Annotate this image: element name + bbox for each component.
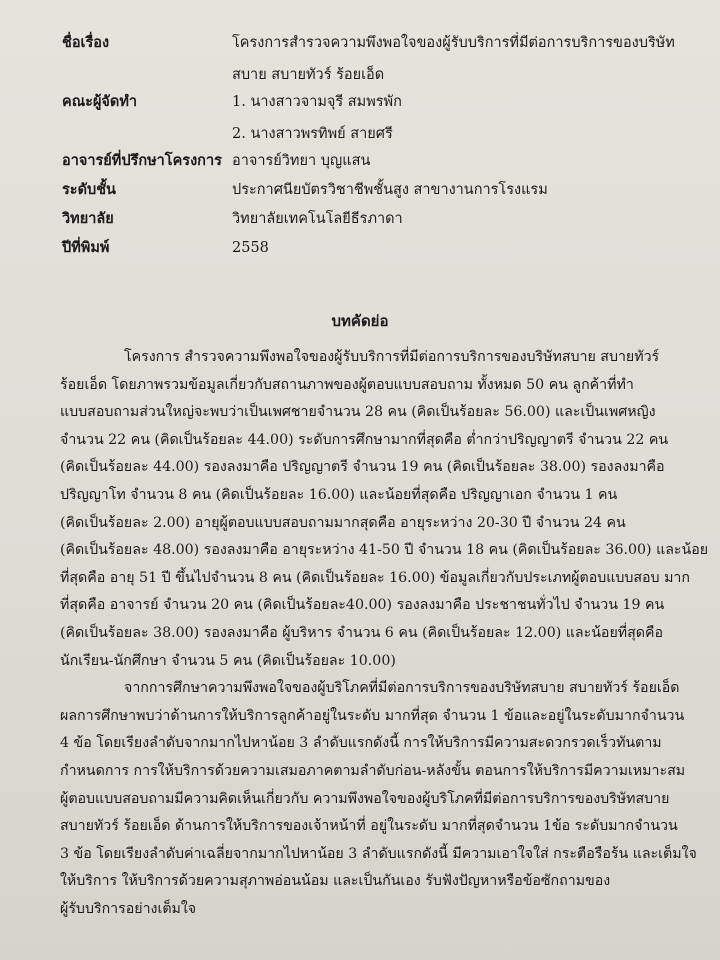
abstract-line: กำหนดการ การให้บริการด้วยความเสมอภาคตามลำดับก่อน-หลังขั้น ตอนการให้บริการมีความเหมาะสม: [60, 762, 686, 779]
meta-value-line: โครงการสำรวจความพึงพอใจของผู้รับบริการที่มีต่อการบริการของบริษัท: [232, 35, 675, 51]
meta-value-line: สบาย สบายทัวร์ ร้อยเอ็ด: [232, 67, 385, 83]
abstract-line: นักเรียน-นักศึกษา จำนวน 5 คน (คิดเป็นร้อยละ 10.00): [60, 652, 396, 669]
meta-row-advisor: [62, 150, 712, 174]
meta-value: [232, 237, 712, 261]
meta-value: [232, 91, 712, 145]
abstract-line: ที่สุดคือ อาจารย์ จำนวน 20 คน (คิดเป็นร้อยละ40.00) รองลงมาคือ ประชาชนทั่วไป จำนวน 19 คน: [60, 597, 665, 614]
abstract-line: ปริญญาโท จำนวน 8 คน (คิดเป็นร้อยละ 16.00) และน้อยที่สุดคือ ปริญญาเอก จำนวน 1 คน: [60, 486, 618, 503]
meta-value: [232, 179, 712, 203]
meta-value-line: 2558: [232, 240, 269, 256]
meta-label: อาจารย์ที่ปรึกษาโครงการ: [62, 152, 222, 169]
abstract-line: (คิดเป็นร้อยละ 38.00) รองลงมาคือ ผู้บริหาร จำนวน 6 คน (คิดเป็นร้อยละ 12.00) และน้อยที่สุดคือ: [60, 624, 663, 641]
abstract-line: ผลการศึกษาพบว่าด้านการให้บริการลูกค้าอยู่ในระดับ มากที่สุด จำนวน 1 ข้อและอยู่ในระดับมากจำนวน: [60, 707, 685, 724]
meta-value: [232, 208, 712, 232]
meta-value-line: อาจารย์วิทยา บุญแสน: [232, 153, 371, 169]
abstract-heading: บทคัดย่อ: [331, 312, 389, 330]
meta-label: ชื่อเรื่อง: [62, 34, 110, 51]
meta-value: [232, 32, 712, 86]
meta-label: คณะผู้จัดทำ: [62, 93, 138, 110]
meta-value: [232, 150, 712, 174]
meta-value-line: ประกาศนียบัตรวิชาชีพชั้นสูง สาขางานการโรงแรม: [232, 182, 548, 198]
meta-value-line: 2. นางสาวพรทิพย์ สายศรี: [232, 126, 393, 142]
abstract-line: 3 ข้อ โดยเรียงลำดับค่าเฉลี่ยจากมากไปหาน้อย 3 ลำดับแรกดังนี้ มีความเอาใจใส่ กระตือรือร้น และเต็มใจ: [60, 845, 697, 862]
abstract-line: จำนวน 22 คน (คิดเป็นร้อยละ 44.00) ระดับการศึกษามากที่สุดคือ ต่ำกว่าปริญญาตรี จำนวน 22 คน: [60, 431, 669, 448]
metadata-block: [62, 32, 712, 266]
meta-row-title: [62, 32, 712, 86]
abstract-line: โครงการ สำรวจความพึงพอใจของผู้รับบริการที่มีต่อการบริการของบริษัทสบาย สบายทัวร์: [124, 349, 660, 365]
abstract-line: สบายทัวร์ ร้อยเอ็ด ด้านการให้บริการของเจ้าหน้าที่ อยู่ในระดับ มากที่สุดจำนวน 1ข้อ ระดับมากจำนวน: [60, 818, 678, 835]
abstract-line: จากการศึกษาความพึงพอใจของผู้บริโภคที่มีต่อการบริการของบริษัทสบาย สบายทัวร์ ร้อยเอ็ด: [124, 680, 680, 697]
meta-row-year: [62, 237, 712, 261]
meta-row-college: [62, 208, 712, 232]
abstract-line: (คิดเป็นร้อยละ 2.00) อายุผู้ตอบแบบสอบถามมากสุดคือ อายุระหว่าง 20-30 ปี จำนวน 24 คน: [60, 514, 626, 531]
abstract-body: [60, 344, 710, 923]
meta-row-level: [62, 179, 712, 203]
meta-label: ปีที่พิมพ์: [62, 239, 110, 256]
abstract-line: (คิดเป็นร้อยละ 48.00) รองลงมาคือ อายุระหว่าง 41-50 ปี จำนวน 18 คน (คิดเป็นร้อยละ 36.00) และน้อย: [60, 542, 709, 559]
meta-value-line: 1. นางสาวจามจุรี สมพรพัก: [232, 94, 402, 110]
meta-row-authors: [62, 91, 712, 145]
abstract-line: ที่สุดคือ อายุ 51 ปี ขึ้นไปจำนวน 8 คน (คิดเป็นร้อยละ 16.00) ข้อมูลเกี่ยวกับประเภทผู้ตอบแบบสอบ มาก: [60, 569, 690, 586]
abstract-line: ให้บริการ ให้บริการด้วยความสุภาพอ่อนน้อม และเป็นกันเอง รับฟังปัญหาหรือข้อซักถามของ: [60, 873, 611, 890]
abstract-line: (คิดเป็นร้อยละ 44.00) รองลงมาคือ ปริญญาตรี จำนวน 19 คน (คิดเป็นร้อยละ 38.00) รองลงมาคือ: [60, 459, 665, 476]
meta-label: วิทยาลัย: [62, 210, 114, 227]
abstract-line: ร้อยเอ็ด โดยภาพรวมข้อมูลเกี่ยวกับสถานภาพของผู้ตอบแบบสอบถาม ทั้งหมด 50 คน ลูกค้าที่ทำ: [60, 376, 634, 393]
meta-value-line: วิทยาลัยเทคโนโลยีธีรภาดา: [232, 211, 403, 227]
abstract-line: ผู้ตอบแบบสอบถามมีความคิดเห็นเกี่ยวกับ ความพึงพอใจของผู้บริโภคที่มีต่อการบริการของบริษัทสบาย: [60, 790, 670, 807]
abstract-line: 4 ข้อ โดยเรียงลำดับจากมากไปหาน้อย 3 ลำดับแรกดังนี้ การให้บริการมีความสะดวกรวดเร็วทันตาม: [60, 735, 662, 752]
abstract-line: แบบสอบถามส่วนใหญ่จะพบว่าเป็นเพศชายจำนวน 28 คน (คิดเป็นร้อยละ 56.00) และเป็นเพศหญิง: [60, 404, 656, 421]
meta-label: ระดับชั้น: [62, 181, 116, 198]
abstract-line: ผู้รับบริการอย่างเต็มใจ: [60, 900, 197, 917]
